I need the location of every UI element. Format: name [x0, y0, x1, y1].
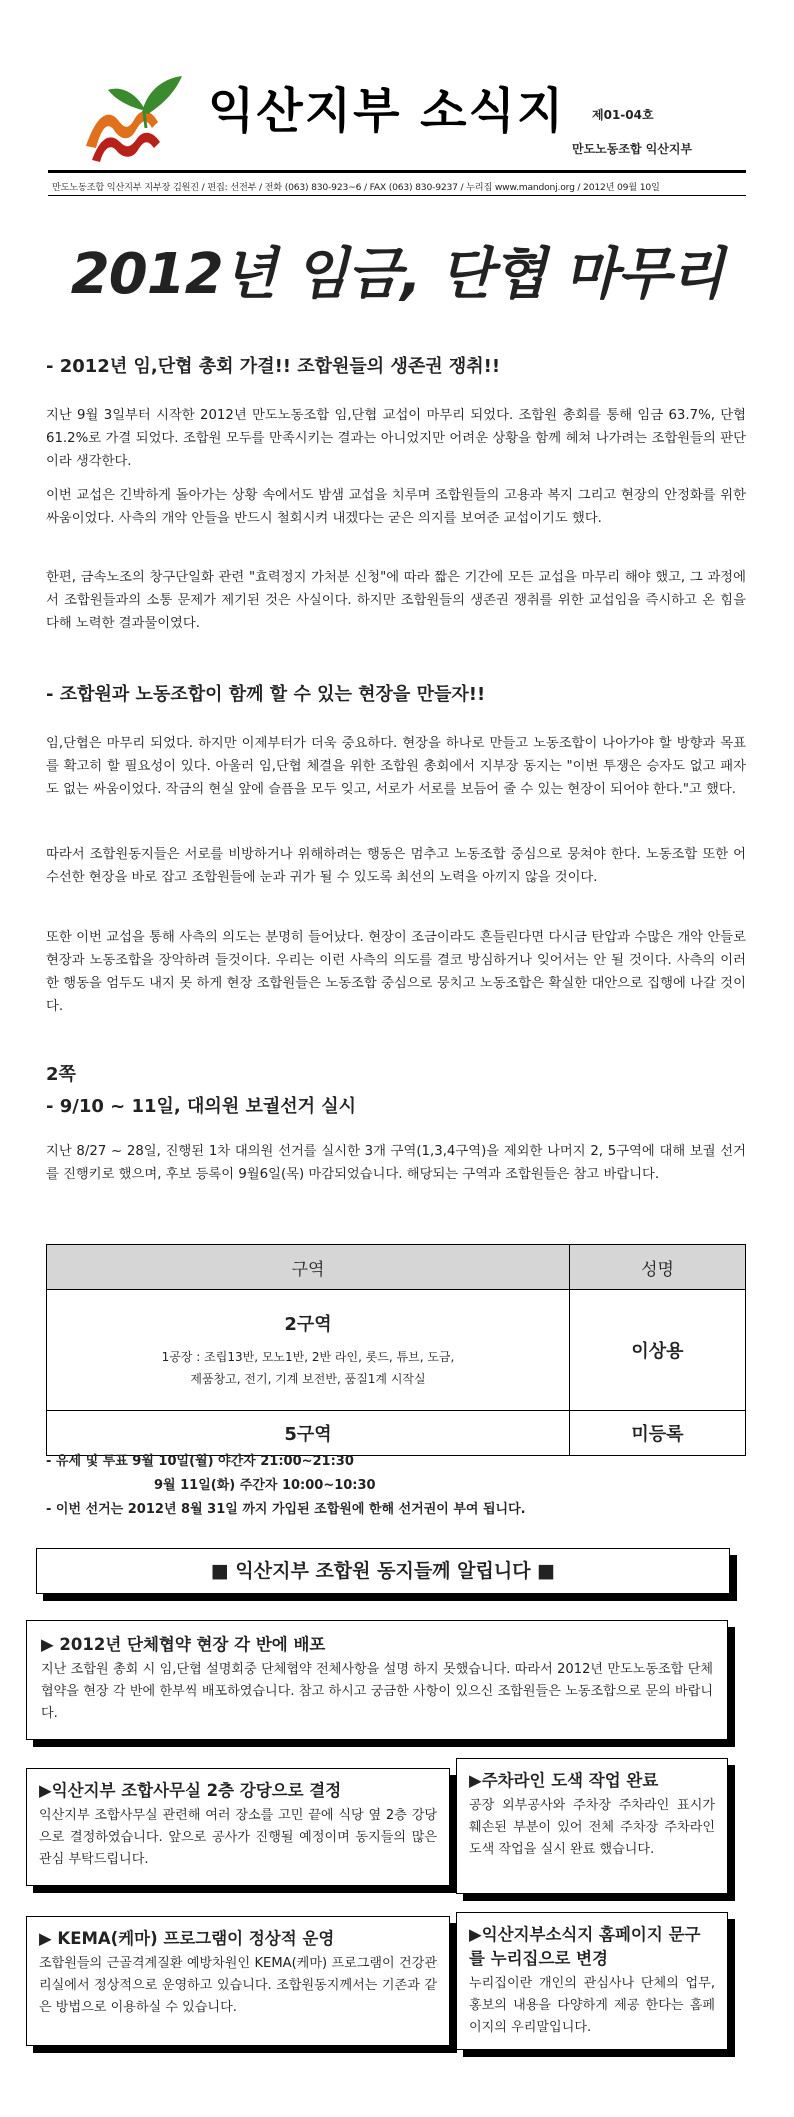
organization-name: 만도노동조합 익산지부 — [572, 142, 693, 156]
notice-box-union-office — [26, 1768, 450, 1886]
table-row — [47, 1411, 746, 1456]
contact-rule — [48, 195, 746, 196]
ward-election-table — [46, 1244, 746, 1456]
masthead-rule — [48, 170, 746, 173]
notice-box-collective-agreement — [26, 1620, 728, 1740]
notice-title: ▶주차라인 도색 작업 완료 — [469, 1771, 659, 1790]
main-headline: 2012년 임금, 단협 마무리 — [70, 242, 724, 307]
zone-label: 2구역 — [284, 1314, 332, 1335]
section3-heading: - 9/10 ~ 11일, 대의원 보궐선거 실시 — [46, 1096, 357, 1117]
candidate-name: 미등록 — [570, 1411, 746, 1456]
section2-heading: - 조합원과 노동조합이 함께 할 수 있는 현장을 만들자!! — [46, 684, 486, 705]
zone-detail-line-2: 제품창고, 전기, 기계 보전반, 품질1계 시작실 — [190, 1372, 426, 1386]
eligibility-note: - 이번 선거는 2012년 8월 31일 까지 가입된 조합원에 한해 선거권이 부여 됩니다. — [46, 1502, 526, 1517]
zone-cell — [47, 1290, 570, 1411]
zone-cell — [47, 1411, 570, 1456]
notice-box-parking-lines — [456, 1758, 728, 1894]
notice-text: 누리집이란 개인의 관심사나 단체의 업무,홍보의 내용을 다양하게 제공 한다는 홈페이지의 우리말입니다. — [469, 1976, 715, 2035]
table-header-row — [47, 1245, 746, 1290]
section1-paragraph-1: 지난 9월 3일부터 시작한 2012년 만도노동조합 임,단협 교섭이 마무리 되었다. 조합원 총회를 통해 임금 63.7%, 단협 61.2%로 가결 되었다. 조합원 모두를 만족시키는 결과는 아니었지만 어려운 상황을 함께 헤쳐 나가려는 조합원들의 판단이라 생각한다. — [46, 408, 746, 469]
notice-banner: ■ 익산지부 조합원 동지들께 알립니다 ■ — [36, 1548, 730, 1594]
contact-line: 만도노동조합 익산지부 지부장 김원진 / 편집: 선전부 / 전화 (063) 830-923~6 / FAX (063) 830-9237 / 누리집 www.mandonj.org / 2012년 09월 10일 — [52, 182, 660, 193]
issue-number: 제01-04호 — [592, 108, 654, 122]
zone-label: 5구역 — [284, 1424, 332, 1445]
candidate-name: 이상용 — [570, 1290, 746, 1411]
vote-schedule-line-2: 9월 11일(화) 주간자 10:00~10:30 — [154, 1478, 376, 1493]
notice-box-homepage-wording — [456, 1912, 728, 2050]
notice-box-kema-program — [26, 1916, 450, 2046]
notice-text: 공장 외부공사와 주차장 주차라인 표시가 훼손된 부분이 있어 전체 주차장 주차라인 도색 작업을 실시 완료 했습니다. — [469, 1798, 715, 1857]
notice-title: ▶익산지부 조합사무실 2층 강당으로 결정 — [39, 1781, 342, 1800]
vote-schedule-line-1: - 유세 및 투표 9월 10일(월) 야간자 21:00~21:30 — [46, 1454, 354, 1469]
zone-detail-line-1: 1공장 : 조립13반, 모노1반, 2반 라인, 롯드, 튜브, 도금, — [161, 1350, 455, 1364]
column-header-name: 성명 — [570, 1245, 746, 1290]
section2-paragraph-3: 또한 이번 교섭을 통해 사측의 의도는 분명히 들어났다. 현장이 조금이라도 흔들린다면 다시금 탄압과 수많은 개악 안들로 현장과 노동조합을 장악하려 들것이다. 우리는 이런 사측의 의도를 결코 방심하거나 잊어서는 안 될 것이다. 사측의 이러한 행동을 엄두도 내지 못 하게 현장 조합원들은 노동조합 중심으로 뭉치고 노동조합은 확실한 대안으로 집행에 나갈 것이다. — [46, 930, 746, 1014]
notice-text: 조합원들의 근골격계질환 예방차원인 KEMA(케마) 프로그램이 건강관리실에서 정상적으로 운영하고 있습니다. 조합원동지께서는 기존과 같은 방법으로 이용하실 수 있습니다. — [39, 1956, 437, 2015]
union-logo — [78, 68, 198, 164]
newsletter-title: 익산지부 소식지 — [208, 83, 566, 139]
notice-title: ▶ KEMA(케마) 프로그램이 정상적 운영 — [39, 1929, 335, 1948]
section1-paragraph-2: 이번 교섭은 긴박하게 돌아가는 상황 속에서도 밤샘 교섭을 치루며 조합원들의 고용과 복지 그리고 현장의 안정화를 위한 싸움이었다. 사측의 개악 안들을 반드시 철회시켜 내겠다는 굳은 의지를 보여준 교섭이기도 했다. — [46, 488, 746, 526]
section1-paragraph-3: 한편, 금속노조의 창구단일화 관련 "효력정지 가처분 신청"에 따라 짧은 기간에 모든 교섭을 마무리 해야 했고, 그 과정에서 조합원들과의 소통 문제가 제기된 것은 사실이다. 하지만 조합원들의 생존권 쟁취를 위한 교섭임을 즉시하고 온 힘을 다해 노력한 결과물이였다. — [46, 570, 746, 631]
notice-text: 익산지부 조합사무실 관련해 여러 장소를 고민 끝에 식당 옆 2층 강당으로 결정하였습니다. 앞으로 공사가 진행될 예정이며 동지들의 많은 관심 부탁드립니다. — [39, 1808, 437, 1867]
notice-text: 지난 조합원 총회 시 임,단협 설명회중 단체협약 전체사항을 설명 하지 못했습니다. 따라서 2012년 만도노동조합 단체협약을 현장 각 반에 한부씩 배포하였습니다. 참고 하시고 궁금한 사항이 있으신 조합원들은 노동조합으로 문의 바랍니다. — [41, 1662, 713, 1721]
section2-paragraph-2: 따라서 조합원동지들은 서로를 비방하거나 위해하려는 행동은 멈추고 노동조합 중심으로 뭉쳐야 한다. 노동조합 또한 어수선한 현장을 바로 잡고 조합원들에 눈과 귀가 될 수 있도록 최선의 노력을 아끼지 않을 것이다. — [46, 847, 746, 885]
table-row — [47, 1290, 746, 1411]
page-2-label: 2쪽 — [46, 1064, 76, 1085]
section1-heading: - 2012년 임,단협 총회 가결!! 조합원들의 생존권 쟁취!! — [46, 356, 501, 377]
notice-title: ▶익산지부소식지 홈페이지 문구를 누리집으로 변경 — [469, 1925, 701, 1968]
section3-paragraph-1: 지난 8/27 ~ 28일, 진행된 1차 대의원 선거를 실시한 3개 구역(1,3,4구역)을 제외한 나머지 2, 5구역에 대해 보궐 선거를 진행키로 했으며, 후보 등록이 9월6일(목) 마감되었습니다. 해당되는 구역과 조합원들은 참고 바랍니다. — [46, 1144, 746, 1182]
column-header-zone: 구역 — [47, 1245, 570, 1290]
section2-paragraph-1: 임,단협은 마무리 되었다. 하지만 이제부터가 더욱 중요하다. 현장을 하나로 만들고 노동조합이 나아가야 할 방향과 목표를 확고히 할 필요성이 있다. 아울러 임,단협 체결을 위한 조합원 총회에서 지부장 동지는 "이번 투쟁은 승자도 없고 패자도 없는 싸움이었다. 작금의 현실 앞에 슬픔을 모두 잊고, 서로가 서로를 보듬어 줄 수 있는 현장이 되어야 한다."고 했다. — [46, 736, 746, 797]
notice-title: ▶ 2012년 단체협약 현장 각 반에 배포 — [41, 1635, 326, 1654]
